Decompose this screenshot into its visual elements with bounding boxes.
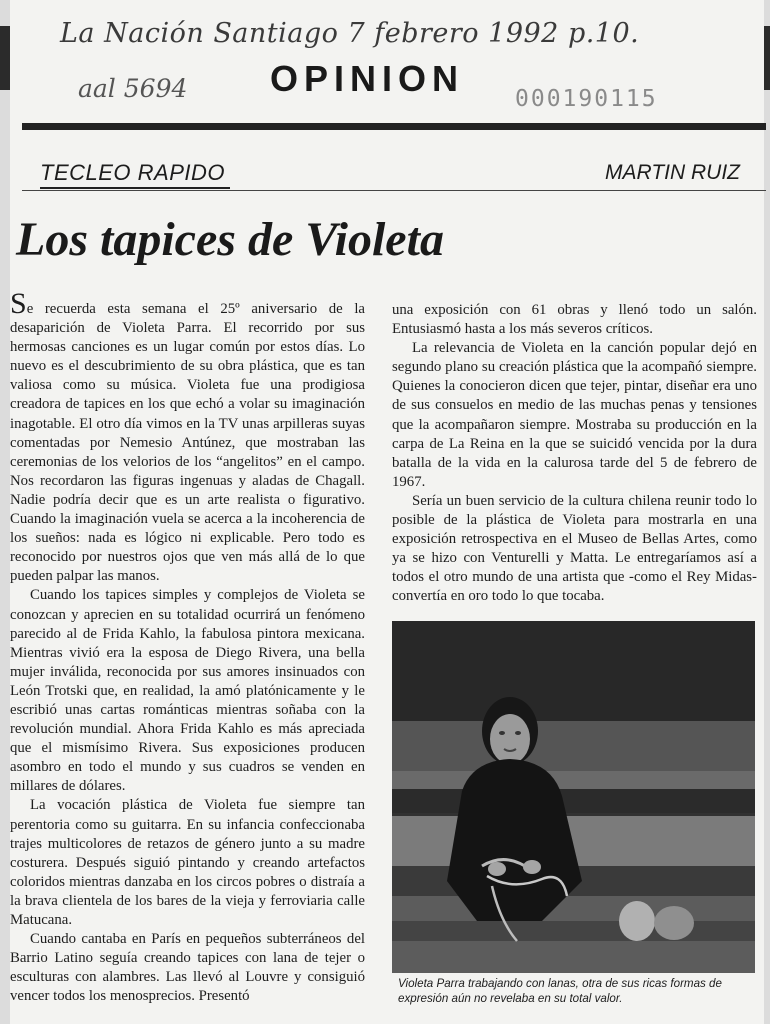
- column-name: TECLEO RAPIDO: [40, 160, 225, 185]
- paragraph: una exposición con 61 obras y llenó todo un salón. Entusiasmó hasta a los más severos críticos.: [392, 302, 757, 338]
- paragraph: Sería un buen servicio de la cultura chilena reunir todo lo posible de la plástica de Violeta para mostrarla en una exposición retrospectiva en el Museo de Bellas Artes, como ya se hizo con Venturelli y Matta. Le entregaríamos así a todos el otro mundo de una artista que -como el Rey Midas- convertía en oro todo lo que tocaba.: [392, 492, 757, 605]
- paragraph: Se recuerda esta semana el 25º aniversario de la desaparición de Violeta Parra. El recorrido por sus hermosas canciones es un lugar común por estos días. Lo nuevo es el descubrimiento de su obra plástica, que es tan valiosa como su música. Violeta fue una prodigiosa creadora de tapices en los que echó a volar su imaginación inagotable. El otro día vimos en la TV unas arpilleras suyas comentadas por Nemesio Antúnez, que mostraban las ceremonias de los velorios de los “angelitos” en el campo. Nos recordaron las figuras ingenuas y aladas de Chagall. Nadie podría decir que es un arte realista o figurativo. Cuando la imaginación vuela se acerca a la incoherencia de los sueños: nada es lógico ni explicable. Pero todo es reconocido por nuestros ojos que ven más allá de lo que pueden palpar las manos.: [10, 287, 365, 585]
- byline: MARTIN RUIZ: [605, 161, 740, 184]
- section-heading: OPINION: [270, 58, 465, 99]
- paragraph: Cuando los tapices simples y complejos de Violeta se conozcan y aprecien en su totalidad ocurrirá un fenómeno parecido al de Frida Kahlo, la fabulosa pintora mexicana. Mientras vivió era la esposa de Diego Rivera, una bella mujer inválida, reconocida por sus amores insinuados con León Trotski que, en realidad, la amó platónicamente y le escribió unas cartas románticas mientras soñaba con la revolución mundial. Ahora Frida Kahlo es más apreciada que el mismísimo Rivera. Sus exposiciones producen asombro en todo el mundo y sus cuadros se venden en millares de dólares.: [10, 587, 365, 795]
- paragraph: La vocación plástica de Violeta fue siempre tan perentoria como su guitarra. En su infancia confeccionaba trajes multicolores de retazos de género junto a su madre costurera. Después siguió pintando y creando artefactos coloridos mientras danzaba en los circos pobres o distraía a la brava clientela de los bares de la vieja y ferroviaria calle Matucana.: [10, 797, 365, 928]
- photo-caption: Violeta Parra trabajando con lanas, otra de sus ricas formas de expresión aún no revelaba en su total valor.: [398, 977, 722, 1005]
- handwritten-source-note: La Nación Santiago 7 febrero 1992 p.10.: [60, 18, 640, 49]
- paragraph: La relevancia de Violeta en la canción popular dejó en segundo plano su creación plástica que la acompañó siempre. Quienes la conocieron dicen que tejer, pintar, diseñar era uno de sus consuelos en medio de las muchas penas y tensiones que la acompañaron siempre. Mostraba su producción en la carpa de La Reina en la que se suicidó vencida por la dura batalla de la vida en la calurosa tarde del 5 de febrero de 1967.: [392, 340, 757, 490]
- photo-illustration: [392, 621, 755, 973]
- archive-number: 000190115: [515, 86, 658, 112]
- byline-rule: [22, 190, 766, 191]
- article-column-right: [392, 301, 757, 607]
- column-name-underline: [40, 187, 230, 189]
- headline: Los tapices de Violeta: [16, 213, 444, 266]
- header-rule: [22, 123, 766, 130]
- handwritten-archive-ref: aal 5694: [78, 74, 188, 103]
- article-column-left: [10, 287, 365, 1006]
- paragraph: Cuando cantaba en París en pequeños subterráneos del Barrio Latino seguía creando tapices con lana de tejer o esculturas con alambres. Las llevó al Louvre y consiguió vencer todos los menosprecios. Presentó: [10, 931, 365, 1005]
- photo-violeta-parra: [392, 621, 755, 973]
